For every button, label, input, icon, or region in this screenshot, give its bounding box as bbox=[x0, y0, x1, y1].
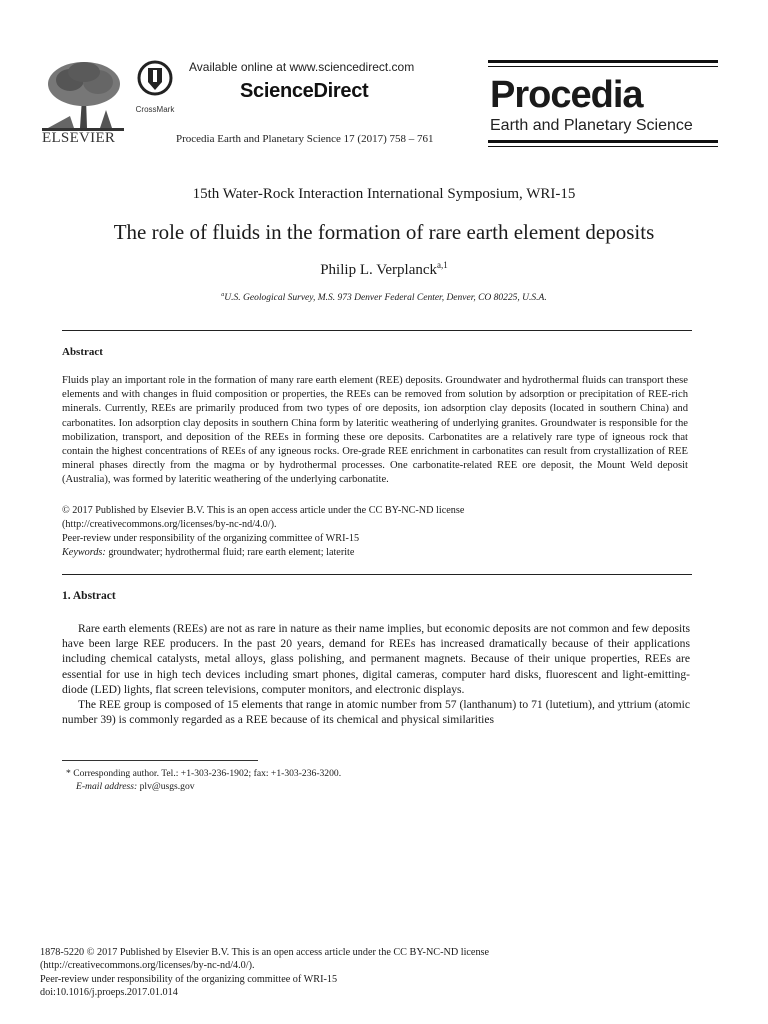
copyright-line: © 2017 Published by Elsevier B.V. This is an open access article under the CC BY-NC-ND license bbox=[62, 505, 465, 516]
crossmark-label: CrossMark bbox=[135, 105, 175, 114]
keywords-label: Keywords: bbox=[62, 547, 106, 558]
section-heading: 1. Abstract bbox=[62, 590, 116, 602]
keywords-list: groundwater; hydrothermal fluid; rare earth element; laterite bbox=[105, 547, 355, 558]
affiliation-superscript: a bbox=[221, 292, 225, 298]
abstract-heading: Abstract bbox=[62, 346, 103, 358]
procedia-title: Procedia bbox=[490, 74, 643, 116]
body-paragraph-1: Rare earth elements (REEs) are not as rare in nature as their name implies, but economic deposits are not common and few deposits have been large REE producers. In the past 20 years, demand for REEs has increased dramatically because of their applications including chemical catalysts, metal alloys, glass polishing, and permanent magnets. Because of their unique properties, REEs are essential for use in high tech devices including smart phones, digital cameras, computer hard disks, fluorescent and light-emitting-diode (LED) lights, flat screen televisions, computer monitors, and electronic displays. bbox=[62, 622, 690, 696]
bottom-peer-review: Peer-review under responsibility of the organizing committee of WRI-15 bbox=[40, 973, 338, 985]
footnote bbox=[66, 767, 341, 793]
top-divider bbox=[62, 330, 692, 331]
license-link[interactable]: (http://creativecommons.org/licenses/by-nc-nd/4.0/). bbox=[62, 519, 277, 530]
issn-copyright: 1878-5220 © 2017 Published by Elsevier B.V. This is an open access article under the CC BY-NC-ND license bbox=[40, 947, 490, 958]
keywords-line bbox=[62, 546, 702, 559]
symposium-name: 15th Water-Rock Interaction International Symposium, WRI-15 bbox=[192, 186, 576, 202]
crossmark-icon bbox=[137, 60, 173, 98]
email-line bbox=[66, 780, 341, 793]
procedia-bottom-rule bbox=[488, 140, 718, 143]
bottom-license-link[interactable]: (http://creativecommons.org/licenses/by-nc-nd/4.0/). bbox=[40, 960, 255, 972]
procedia-logo bbox=[488, 60, 718, 150]
corresponding-author: * Corresponding author. Tel.: +1-303-236-1902; fax: +1-303-236-3200. bbox=[66, 768, 342, 779]
author-line bbox=[0, 260, 768, 279]
sciencedirect-logo: ScienceDirect bbox=[240, 80, 369, 102]
journal-reference: Procedia Earth and Planetary Science 17 (2017) 758 – 761 bbox=[176, 133, 434, 145]
procedia-subtitle: Earth and Planetary Science bbox=[490, 117, 693, 134]
available-online-link[interactable]: Available online at www.sciencedirect.com bbox=[189, 60, 415, 74]
peer-review-line: Peer-review under responsibility of the organizing committee of WRI-15 bbox=[62, 533, 360, 544]
body-paragraph-2: The REE group is composed of 15 elements that range in atomic number from 57 (lanthanum) to 71 (lutetium), and yttrium (atomic number 39) is commonly regarded as a REE because of its chemical and physical similarities bbox=[62, 698, 690, 727]
bottom-matter bbox=[40, 946, 489, 999]
email-label: E-mail address: bbox=[76, 781, 138, 792]
procedia-top-rule-thin bbox=[488, 66, 718, 67]
abstract-divider bbox=[62, 574, 692, 575]
abstract-text: Fluids play an important role in the formation of many rare earth element (REE) deposits. Groundwater and hydrothermal fluids can transport these elements and with changes in fluid composition or properties, the REEs can be removed from solution by adsorption or precipitation of REE-rich minerals. Currently, REEs are primarily produced from two types of ore deposits, ion adsorption clay deposits (located in southern China) and carbonatites. Ion adsorption clay deposits in southern China form by lateritic weathering of underlying granites. Groundwater is responsible for the mobilization, transport, and deposition of the REEs in forming these ore deposits. Carbonatites are a relatively rare type of igneous rock that contain the highest concentrations of REEs of any igneous rocks. Ore-grade REE enrichment in carbonatites can result from crystallization of REE mineral phases directly from the magma or by hydrothermal processes. One carbonatite-related REE ore deposit, the Mount Weld deposit (Australia), was formed by lateritic weathering of the underlying carbonatite. bbox=[62, 375, 688, 486]
procedia-bottom-rule-thin bbox=[488, 146, 718, 147]
affiliation-text: U.S. Geological Survey, M.S. 973 Denver Federal Center, Denver, CO 80225, U.S.A. bbox=[224, 293, 547, 304]
author-name: Philip L. Verplanck bbox=[320, 262, 438, 278]
footnote-rule bbox=[62, 760, 258, 761]
publisher-name: ELSEVIER bbox=[42, 130, 116, 146]
procedia-top-rule bbox=[488, 60, 718, 63]
section-body bbox=[62, 621, 690, 727]
email-address[interactable]: plv@usgs.gov bbox=[137, 781, 195, 792]
affiliation bbox=[0, 292, 768, 303]
crossmark-badge[interactable] bbox=[132, 60, 178, 112]
doi[interactable]: doi:10.1016/j.proeps.2017.01.014 bbox=[40, 986, 178, 998]
author-superscript: a,1 bbox=[437, 260, 448, 270]
paper-title: The role of fluids in the formation of rare earth element deposits bbox=[113, 220, 655, 244]
